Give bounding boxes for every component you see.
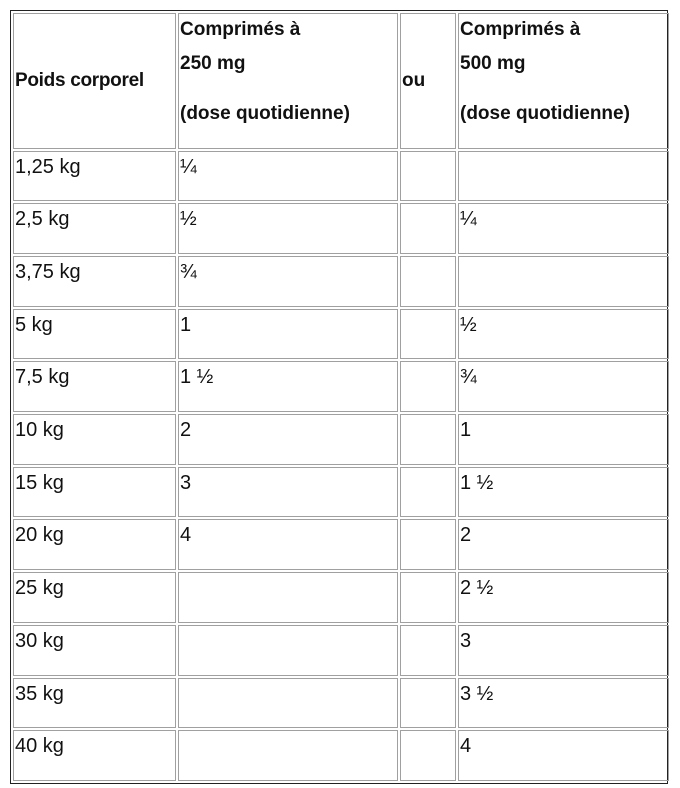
header-500mg-line1: Comprimés à [460,19,581,40]
or-cell [400,203,456,254]
or-cell [400,625,456,676]
weight-cell: 30 kg [13,625,176,676]
or-cell [400,730,456,781]
weight-cell: 10 kg [13,414,176,465]
dosage-table-grid [11,11,671,783]
header-250mg [178,13,398,149]
tab500-cell [458,151,669,202]
tab500-cell: 3 ½ [458,678,669,729]
or-cell [400,151,456,202]
table-row [13,730,669,781]
header-row [13,13,669,149]
tab250-cell: 2 [178,414,398,465]
table-row [13,467,669,518]
dosage-table [10,10,668,784]
tab500-cell: 1 [458,414,669,465]
table-row [13,625,669,676]
or-cell [400,572,456,623]
or-cell [400,519,456,570]
table-row [13,572,669,623]
weight-cell: 1,25 kg [13,151,176,202]
weight-cell: 25 kg [13,572,176,623]
header-or: ou [400,13,456,149]
or-cell [400,414,456,465]
tab250-cell: 3 [178,467,398,518]
table-row [13,203,669,254]
weight-cell: 3,75 kg [13,256,176,307]
tab250-cell [178,730,398,781]
table-row [13,678,669,729]
weight-cell: 5 kg [13,309,176,360]
tab500-cell [458,256,669,307]
tab500-cell: ¼ [458,203,669,254]
tab250-cell: ¼ [178,151,398,202]
header-500mg-line2: 500 mg [460,53,526,74]
weight-cell: 15 kg [13,467,176,518]
header-250mg-line3: (dose quotidienne) [180,103,350,124]
tab250-cell [178,678,398,729]
tab250-cell: ¾ [178,256,398,307]
tab500-cell: ½ [458,309,669,360]
weight-cell: 7,5 kg [13,361,176,412]
header-weight: Poids corporel [13,13,176,149]
tab250-cell: 1 ½ [178,361,398,412]
tab500-cell: 3 [458,625,669,676]
table-row [13,256,669,307]
table-row [13,361,669,412]
header-250mg-line2: 250 mg [180,53,246,74]
or-cell [400,361,456,412]
tab500-cell: 2 ½ [458,572,669,623]
tab250-cell: 4 [178,519,398,570]
tab250-cell: ½ [178,203,398,254]
table-row [13,309,669,360]
tab500-cell: 1 ½ [458,467,669,518]
header-500mg-line3: (dose quotidienne) [460,103,630,124]
tab500-cell: ¾ [458,361,669,412]
tab500-cell: 2 [458,519,669,570]
or-cell [400,309,456,360]
or-cell [400,256,456,307]
weight-cell: 20 kg [13,519,176,570]
or-cell [400,678,456,729]
table-row [13,151,669,202]
tab250-cell: 1 [178,309,398,360]
weight-cell: 40 kg [13,730,176,781]
tab250-cell [178,625,398,676]
tab250-cell [178,572,398,623]
table-row [13,414,669,465]
tab500-cell: 4 [458,730,669,781]
header-500mg [458,13,669,149]
weight-cell: 2,5 kg [13,203,176,254]
header-250mg-line1: Comprimés à [180,19,301,40]
weight-cell: 35 kg [13,678,176,729]
or-cell [400,467,456,518]
table-row [13,519,669,570]
